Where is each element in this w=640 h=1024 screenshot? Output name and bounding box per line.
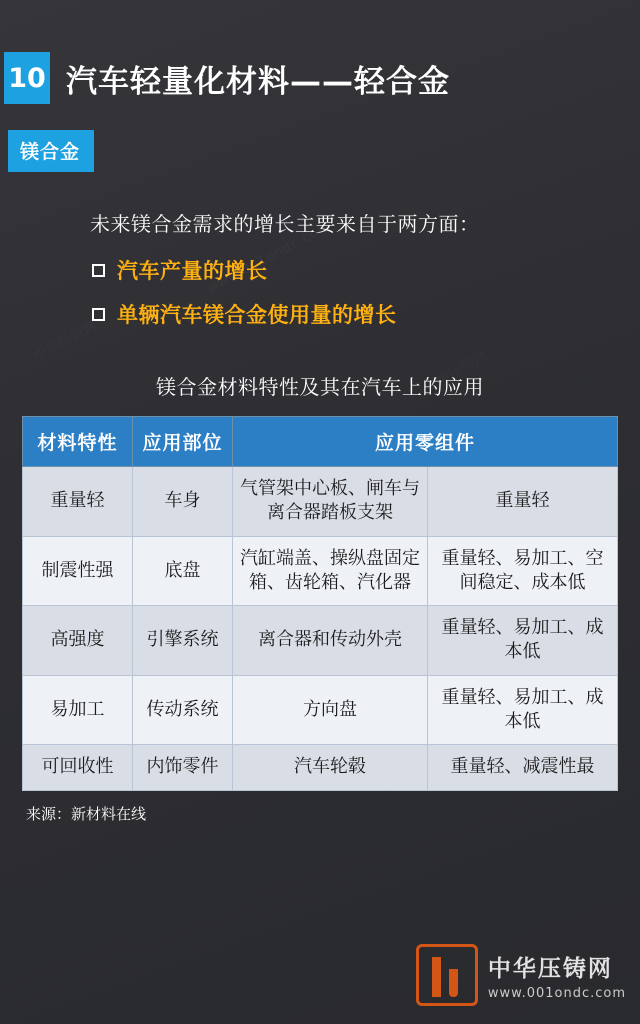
table-header-cell: 应用零组件 [233,417,618,467]
bullet-list [92,255,640,329]
table-cell: 高强度 [23,606,133,676]
table-cell: 引擎系统 [133,606,233,676]
table-caption: 镁合金材料特性及其在汽车上的应用 [156,375,484,399]
table-row [23,606,618,676]
table-header-row [23,417,618,467]
section-tag: 镁合金 [8,130,94,172]
table-cell: 汽车轮毂 [233,745,428,790]
table-cell: 重量轻、易加工、成本低 [428,675,618,745]
table-cell: 重量轻 [23,467,133,537]
table-row [23,745,618,790]
table-cell: 重量轻、易加工、成本低 [428,606,618,676]
logo-name: 中华压铸网 [487,955,613,982]
table-cell: 汽缸端盖、操纵盘固定箱、齿轮箱、汽化器 [233,536,428,606]
source-note: 来源：新材料在线 [26,804,147,823]
table-cell: 离合器和传动外壳 [233,606,428,676]
page-title: 汽车轻量化材料——轻合金 [66,63,450,100]
table-cell: 易加工 [23,675,133,745]
checkbox-icon [92,308,105,321]
table-row [23,675,618,745]
list-item [92,299,640,329]
table-row [23,536,618,606]
logo-mark-icon [416,944,478,1006]
table-row [23,467,618,537]
watermark-text [30,315,101,365]
list-item-label: 单辆汽车镁合金使用量的增长 [117,303,397,327]
table-cell: 传动系统 [133,675,233,745]
table-cell: 车身 [133,467,233,537]
table-header-cell: 应用部位 [133,417,233,467]
intro-text: 未来镁合金需求的增长主要来自于两方面： [90,212,480,236]
table-cell: 制震性强 [23,536,133,606]
table-header-cell: 材料特性 [23,417,133,467]
site-logo [416,944,626,1006]
logo-url: www.001ondc.com [487,985,626,1001]
table-cell: 底盘 [133,536,233,606]
table-cell: 方向盘 [233,675,428,745]
table-cell: 重量轻、易加工、空间稳定、成本低 [428,536,618,606]
table-cell: 内饰零件 [133,745,233,790]
table-cell: 重量轻 [428,467,618,537]
list-item-label: 汽车产量的增长 [117,259,268,283]
table-container [22,416,618,791]
list-item [92,255,640,285]
table-cell: 可回收性 [23,745,133,790]
checkbox-icon [92,264,105,277]
slide-header [0,0,640,104]
slide-number-badge: 10 [4,52,50,104]
application-table [22,416,618,791]
table-cell: 气管架中心板、闸车与离合器踏板支架 [233,467,428,537]
table-cell: 重量轻、减震性最 [428,745,618,790]
logo-text [488,950,626,1001]
